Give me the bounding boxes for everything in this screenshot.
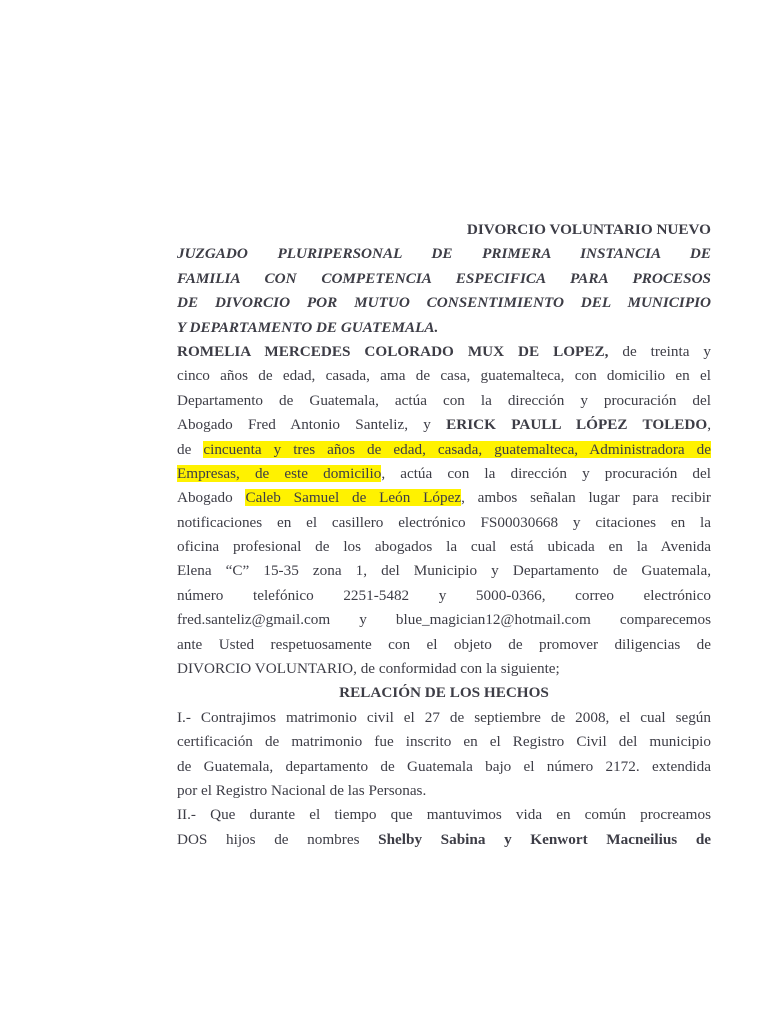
court-line-1: JUZGADO PLURIPERSONAL DE PRIMERA INSTANCIA DE [177, 245, 711, 263]
intro-line-9: oficina profesional de los abogados la cual está ubicada en la Avenida [177, 538, 711, 556]
intro-line-2: cinco años de edad, casada, ama de casa, guatemalteca, con domicilio en el [177, 367, 711, 385]
fact-1-line-3: de Guatemala, departamento de Guatemala bajo el número 2172. extendida [177, 757, 711, 775]
intro-text: Abogado Fred Antonio Santeliz, y [177, 416, 447, 434]
petitioner-name-1: ROMELIA MERCEDES COLORADO MUX DE LOPEZ, [177, 342, 609, 360]
petitioner-name-2: ERICK PAULL LÓPEZ TOLEDO [446, 416, 708, 434]
document-title: DIVORCIO VOLUNTARIO NUEVO [466, 221, 711, 238]
intro-line-3: Departamento de Guatemala, actúa con la dirección y procuración del [177, 391, 711, 409]
intro-line-10: Elena “C” 15-35 zona 1, del Municipio y Departamento de Guatemala, [177, 562, 711, 580]
court-line-2: FAMILIA CON COMPETENCIA ESPECIFICA PARA PROCESOS [177, 269, 711, 287]
fact-1-line-4: por el Registro Nacional de las Personas. [177, 781, 427, 799]
document-body [177, 218, 711, 852]
intro-text: de [177, 440, 204, 458]
intro-line-1 [177, 340, 711, 364]
fact-1-line-2: certificación de matrimonio fue inscrito en el Registro Civil del municipio [177, 733, 711, 751]
highlighted-text: cincuenta y tres años de edad, casada, guatemalteca, Administradora de [203, 440, 711, 458]
intro-text: Abogado [177, 489, 246, 507]
intro-line-13: ante Usted respetuosamente con el objeto de promover diligencias de [177, 635, 711, 653]
highlighted-text: Caleb Samuel de León López [245, 489, 462, 507]
intro-text: de treinta y [608, 342, 711, 360]
fact-1-line-1: I.- Contrajimos matrimonio civil el 27 de septiembre de 2008, el cual según [177, 708, 711, 726]
intro-line-5 [177, 438, 711, 462]
intro-line-8: notificaciones en el casillero electrónico FS00030668 y citaciones en la [177, 513, 711, 531]
intro-line-6 [177, 462, 711, 486]
intro-text: , ambos señalan lugar para recibir [461, 489, 711, 507]
court-line-4: Y DEPARTAMENTO DE GUATEMALA. [177, 318, 439, 336]
fact-text: DOS hijos de nombres [177, 830, 379, 848]
intro-line-14: DIVORCIO VOLUNTARIO, de conformidad con la siguiente; [177, 660, 560, 678]
intro-text: , actúa con la dirección y procuración del [381, 464, 711, 482]
intro-text: , [707, 416, 711, 434]
section-heading: RELACIÓN DE LOS HECHOS [339, 684, 549, 702]
intro-line-11: número telefónico 2251-5482 y 5000-0366, correo electrónico [177, 586, 711, 604]
intro-line-7 [177, 486, 711, 510]
intro-line-12: fred.santeliz@gmail.com y blue_magician12@hotmail.com comparecemos [177, 611, 711, 629]
fact-2-line-1: II.- Que durante el tiempo que mantuvimos vida en común procreamos [177, 806, 711, 824]
children-names: Shelby Sabina y Kenwort Macneilius de [378, 830, 711, 848]
court-line-3: DE DIVORCIO POR MUTUO CONSENTIMIENTO DEL MUNICIPIO [177, 294, 711, 312]
highlighted-text: Empresas, de este domicilio [177, 464, 382, 482]
intro-line-4 [177, 413, 711, 437]
fact-2-line-2 [177, 828, 711, 852]
